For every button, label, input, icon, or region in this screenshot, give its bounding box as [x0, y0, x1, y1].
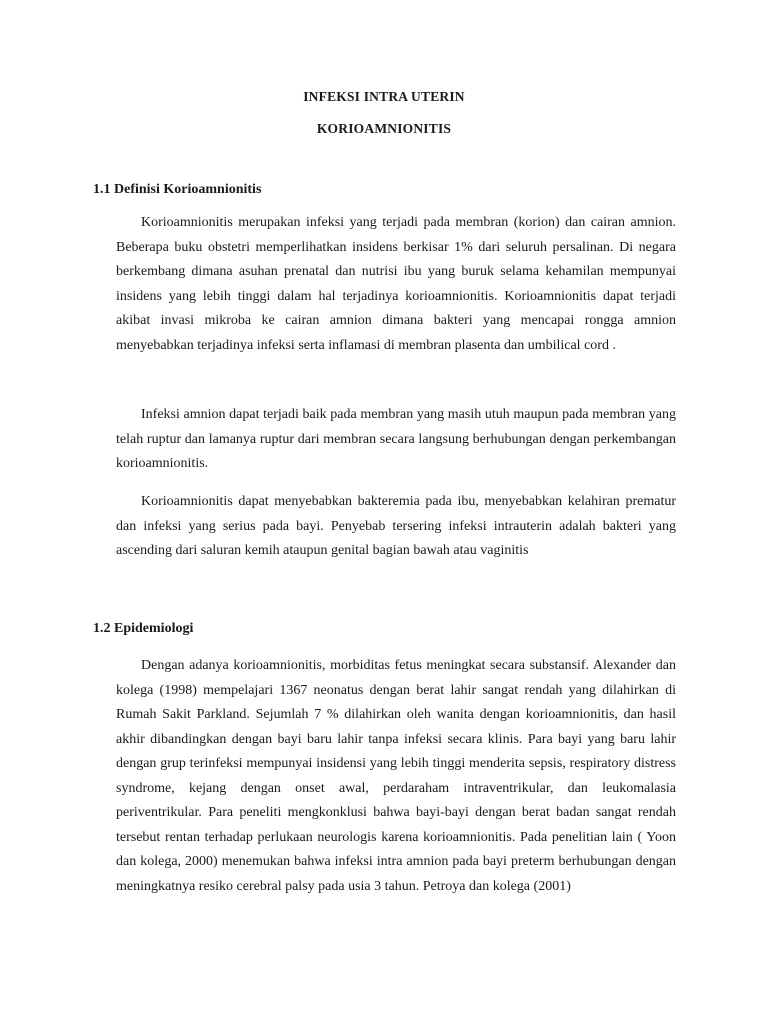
paragraph: Korioamnionitis merupakan infeksi yang terjadi pada membran (korion) dan cairan amnion. Beberapa buku obstetri memperlihatkan insidens berkisar 1% dari seluruh persalinan. Di negara berkembang dimana asuhan prenatal dan nutrisi ibu yang buruk selama kehamilan mempunyai insidens yang lebih tinggi dalam hal terjadinya korioamnionitis. Korioamnionitis dapat terjadi akibat invasi mikroba ke cairan amnion dimana bakteri yang mencapai rongga amnion menyebabkan terjadinya infeksi serta inflamasi di membran plasenta dan umbilical cord .: [116, 215, 676, 353]
paragraph: Infeksi amnion dapat terjadi baik pada membran yang masih utuh maupun pada membran yang telah ruptur dan lamanya ruptur dari membran secara langsung berhubungan dengan perkembangan korioamnionitis.: [116, 407, 676, 471]
paragraph: Dengan adanya korioamnionitis, morbiditas fetus meningkat secara substansif. Alexander dan kolega (1998) mempelajari 1367 neonatus dengan berat lahir sangat rendah yang dilahirkan di Rumah Sakit Parkland. Sejumlah 7 % dilahirkan oleh wanita dengan korioamnionitis, dan hasil akhir dibandingkan dengan bayi baru lahir tanpa infeksi secara klinis. Para bayi yang baru lahir dengan grup terinfeksi mempunyai insidensi yang lebih tinggi menderita sepsis, respiratory distress syndrome, kejang dengan onset awal, perdaraham intraventrikular, dan leukomalasia periventrikular. Para peneliti mengkonklusi bahwa bayi-bayi dengan berat badan sangat rendah tersebut rentan terhadap perlukaan neurologis karena korioamnionitis. Pada penelitian lain ( Yoon dan kolega, 2000) menemukan bahwa infeksi intra amnion pada bayi preterm berhubungan dengan meningkatnya resiko cerebral palsy pada usia 3 tahun. Petroya dan kolega (2001): [116, 658, 676, 894]
section-heading-definisi: 1.1 Definisi Korioamnionitis: [93, 182, 262, 197]
document-title: INFEKSI INTRA UTERIN: [303, 89, 465, 104]
section-heading-epidemiologi: 1.2 Epidemiologi: [93, 621, 194, 636]
paragraph: Korioamnionitis dapat menyebabkan bakteremia pada ibu, menyebabkan kelahiran prematur dan infeksi yang serius pada bayi. Penyebab tersering infeksi intrauterin adalah bakteri yang ascending dari saluran kemih ataupun genital bagian bawah atau vaginitis: [116, 494, 676, 558]
document-subtitle: KORIOAMNIONITIS: [316, 121, 452, 136]
